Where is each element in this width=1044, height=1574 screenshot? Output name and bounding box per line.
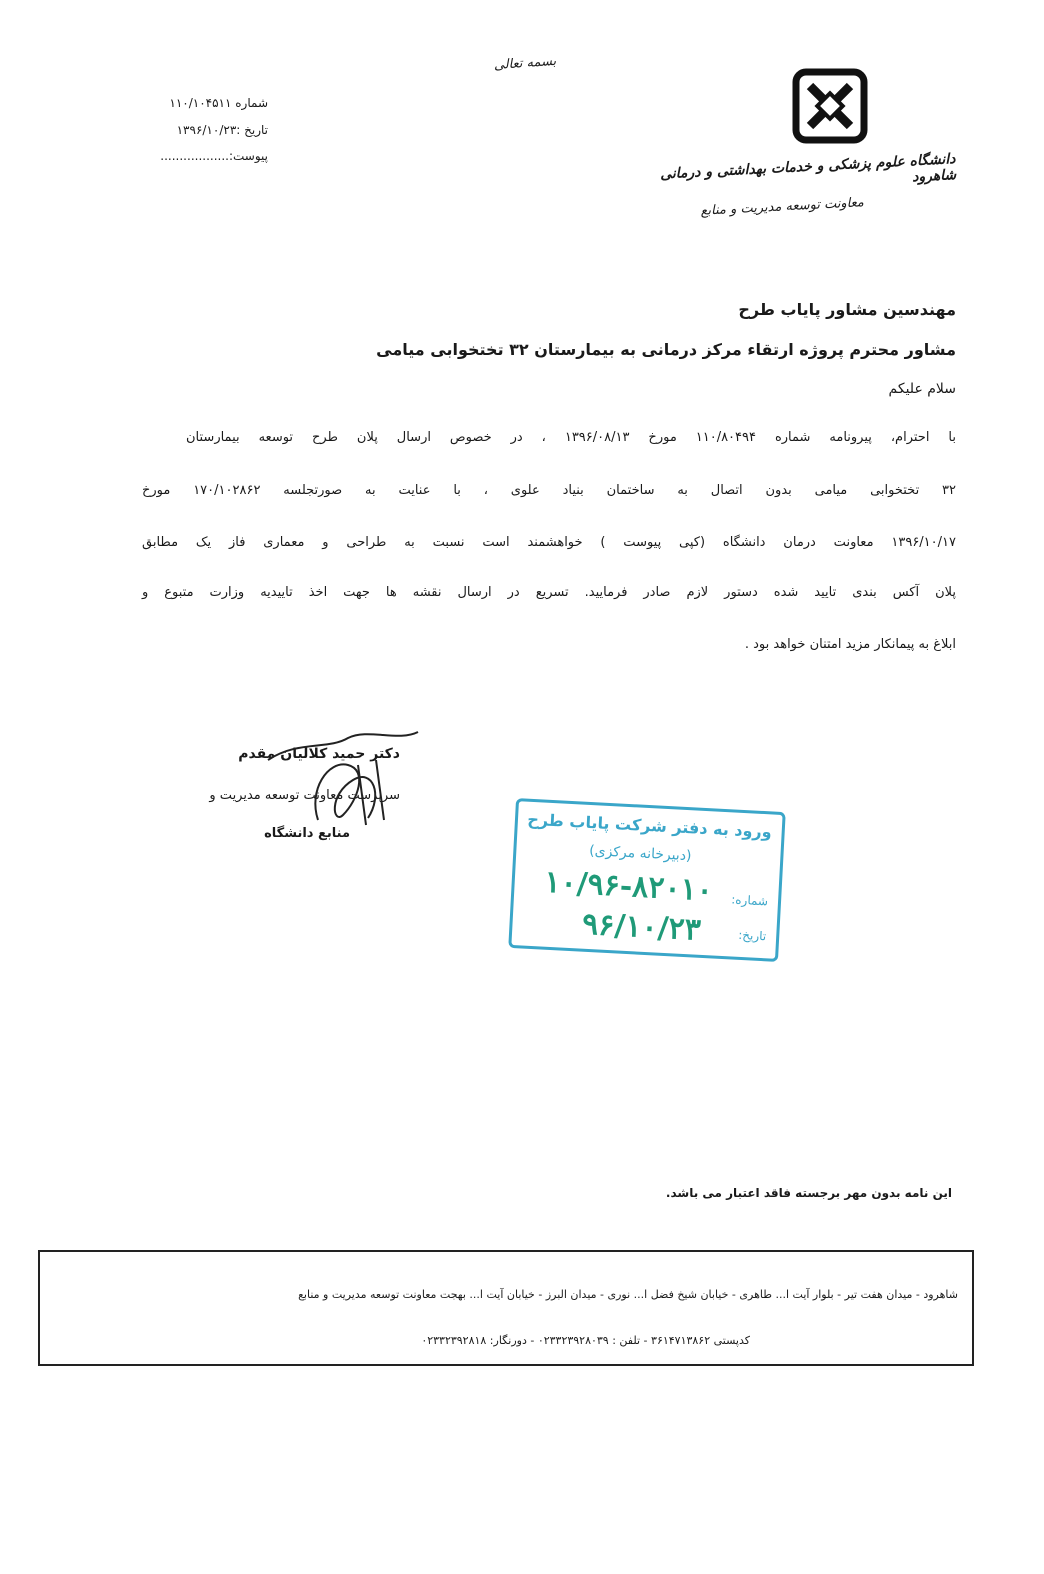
footer-address: شاهرود - میدان هفت تیر - بلوار آیت ا... طاهری - خیابان شیخ فضل ا... نوری - میدان البرز - خیابان آیت ا... بهجت معاونت توسعه مدیریت و منابع <box>298 1288 958 1301</box>
stamp-date-label: تاریخ: <box>737 927 767 944</box>
body-line: ۱۳۹۶/۱۰/۱۷ معاونت درمان دانشگاه (کپی پیوست ) خواهشمند است نسبت به طراحی و معماری فاز یک مطابق <box>142 535 956 550</box>
greeting: سلام علیکم <box>888 381 956 397</box>
footer-box <box>38 1250 974 1366</box>
stamp-subtitle: (دبیرخانه مرکزی) <box>588 842 692 865</box>
body-line: با احترام، پیرونامه شماره ۱۱۰/۸۰۴۹۴ مورخ ۱۳۹۶/۰۸/۱۳ ، در خصوص ارسال پلان طرح توسعه بیمارستان <box>186 430 957 445</box>
stamp-title: ورود به دفتر شرکت پایاب طرح <box>526 809 773 842</box>
letter-number: شماره ۱۱۰/۱۰۴۵۱۱ <box>169 96 268 110</box>
recipient-line-2: مشاور محترم پروژه ارتقاء مرکز درمانی به بیمارستان ۳۲ تختخوابی میامی <box>376 340 956 359</box>
university-logo-icon <box>790 66 870 146</box>
signatory-title: سرپرست معاونت توسعه مدیریت و <box>209 788 400 803</box>
stamp-date-value: ۹۶/۱۰/۲۳ <box>581 906 702 948</box>
stamp-number-value: ۱۰/۹۶-۸۲۰۱۰ <box>543 864 714 909</box>
university-name: دانشگاه علوم پزشکی و خدمات بهداشتی و درمانی شاهرود <box>659 151 957 186</box>
footer-contact: کدپستی ۳۶۱۴۷۱۳۸۶۲ - تلفن : ۰۲۳۳۲۳۹۲۸۰۳۹ - دورنگار: ۰۲۳۳۲۳۹۲۸۱۸ <box>421 1334 750 1347</box>
bismillah-heading: بسمه تعالی <box>493 53 557 74</box>
letter-date: تاریخ :۱۳۹۶/۱۰/۲۳ <box>176 123 268 137</box>
validity-note: این نامه بدون مهر برجسته فاقد اعتبار می باشد. <box>665 1186 952 1200</box>
stamp-number-label: شماره: <box>730 892 769 909</box>
letter-attachment: پیوست:.................. <box>160 149 268 163</box>
department-name: معاونت توسعه مدیریت و منابع <box>700 195 865 219</box>
signatory-name: دکتر حمید کلالیان مقدم <box>238 746 400 762</box>
receipt-stamp <box>508 798 785 962</box>
recipient-line-1: مهندسین مشاور پایاب طرح <box>738 300 956 319</box>
body-line: ابلاغ به پیمانکار مزید امتنان خواهد بود . <box>744 637 956 652</box>
handwritten-signature-icon <box>258 720 428 830</box>
body-line: ۳۲ تختخوابی میامی بدون اتصال به ساختمان بنیاد علوی ، با عنایت به صورتجلسه ۱۷۰/۱۰۲۸۶۲ مورخ <box>142 483 957 498</box>
body-line: پلان آکس بندی تایید شده دستور لازم صادر فرمایید. تسریع در ارسال نقشه ها جهت اخذ تاییدیه وزارت متبوع و <box>142 585 956 600</box>
signatory-organization: منابع دانشگاه <box>264 826 350 841</box>
